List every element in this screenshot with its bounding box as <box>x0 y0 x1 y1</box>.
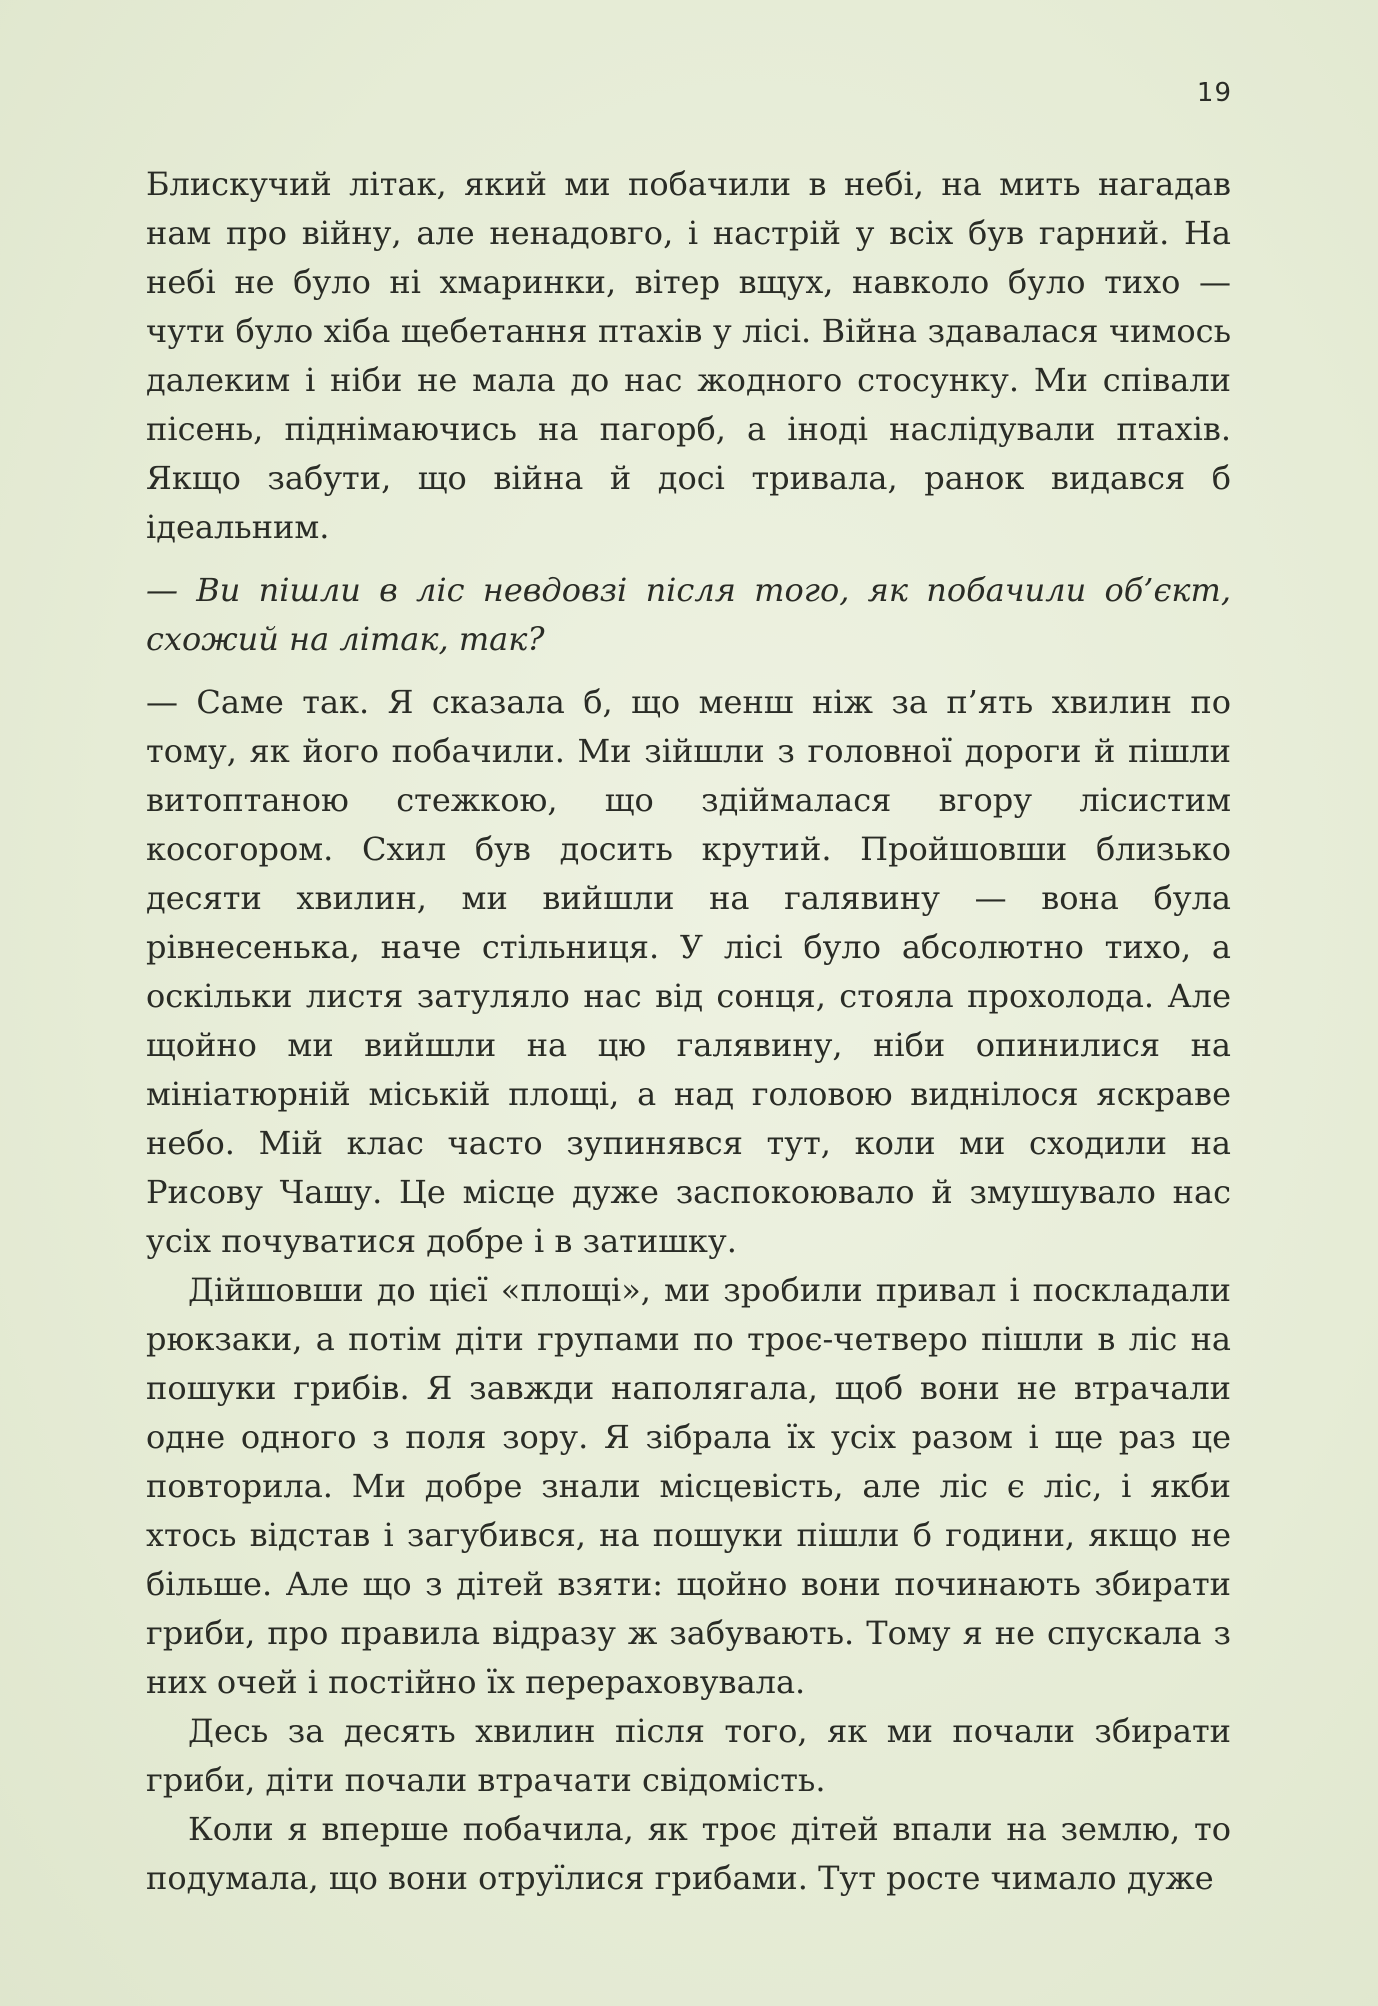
paragraph-mushrooms: Дійшовши до цієї «площі», ми зробили привал і поскладали рюкзаки, а потім діти групами по троє-четверо пішли в ліс на пошуки грибів. Я завжди наполягала, щоб вони не втрачали одне одного з поля зору. Я зібрала їх усіх разом і ще раз це повторила. Ми добре знали місцевість, але ліс є ліс, і якби хтось відстав і загубився, на пошуки пішли б години, якщо не більше. Але що з дітей взяти: щойно вони починають збирати гриби, про правила відразу ж забувають. Тому я не спускала з них очей і постійно їх перераховувала. <box>146 1271 1231 1701</box>
page-number: 19 <box>1196 78 1232 108</box>
paragraph-unconscious: Десь за десять хвилин після того, як ми почали збирати гриби, діти почали втрачати свідомість. <box>146 1712 1231 1799</box>
paragraph-question: — Ви пішли в ліс невдовзі після того, як побачили об’єкт, схожий на літак, так? <box>146 571 1231 658</box>
paragraph-answer: — Саме так. Я сказала б, що менш ніж за п’ять хвилин по тому, як його побачили. Ми зійшли з головної дороги й пішли витоптаною стежкою, що здіймалася вгору лісистим косогором. Схил був досить крутий. Пройшовши близько десяти хвилин, ми вийшли на галявину — вона була рівнесенька, наче стільниця. У лісі було абсолютно тихо, а оскільки листя затуляло нас від сонця, стояла прохолода. Але щойно ми вийшли на цю галявину, ніби опинилися на мініатюрній міській площі, а над головою виднілося яскраве небо. Мій клас часто зупинявся тут, коли ми сходили на Рисову Чашу. Це місце дуже заспокоювало й змушувало нас усіх почуватися добре і в затишку. <box>146 683 1231 1260</box>
paragraph-narrative-1: Блискучий літак, який ми побачили в небі, на мить нагадав нам про війну, але ненадовго, і настрій у всіх був гарний. На небі не було ні хмаринки, вітер вщух, навколо було тихо — чути було хіба щебетання птахів у лісі. Війна здавалася чимось далеким і ніби не мала до нас жодного стосунку. Ми співали пісень, піднімаючись на пагорб, а іноді наслідували птахів. Якщо забути, що війна й досі тривала, ранок видався б ідеальним. <box>146 165 1231 546</box>
body-text <box>146 160 1231 1903</box>
paragraph-fell: Коли я вперше побачила, як троє дітей впали на землю, то подумала, що вони отруїлися грибами. Тут росте чимало дуже <box>146 1810 1231 1897</box>
